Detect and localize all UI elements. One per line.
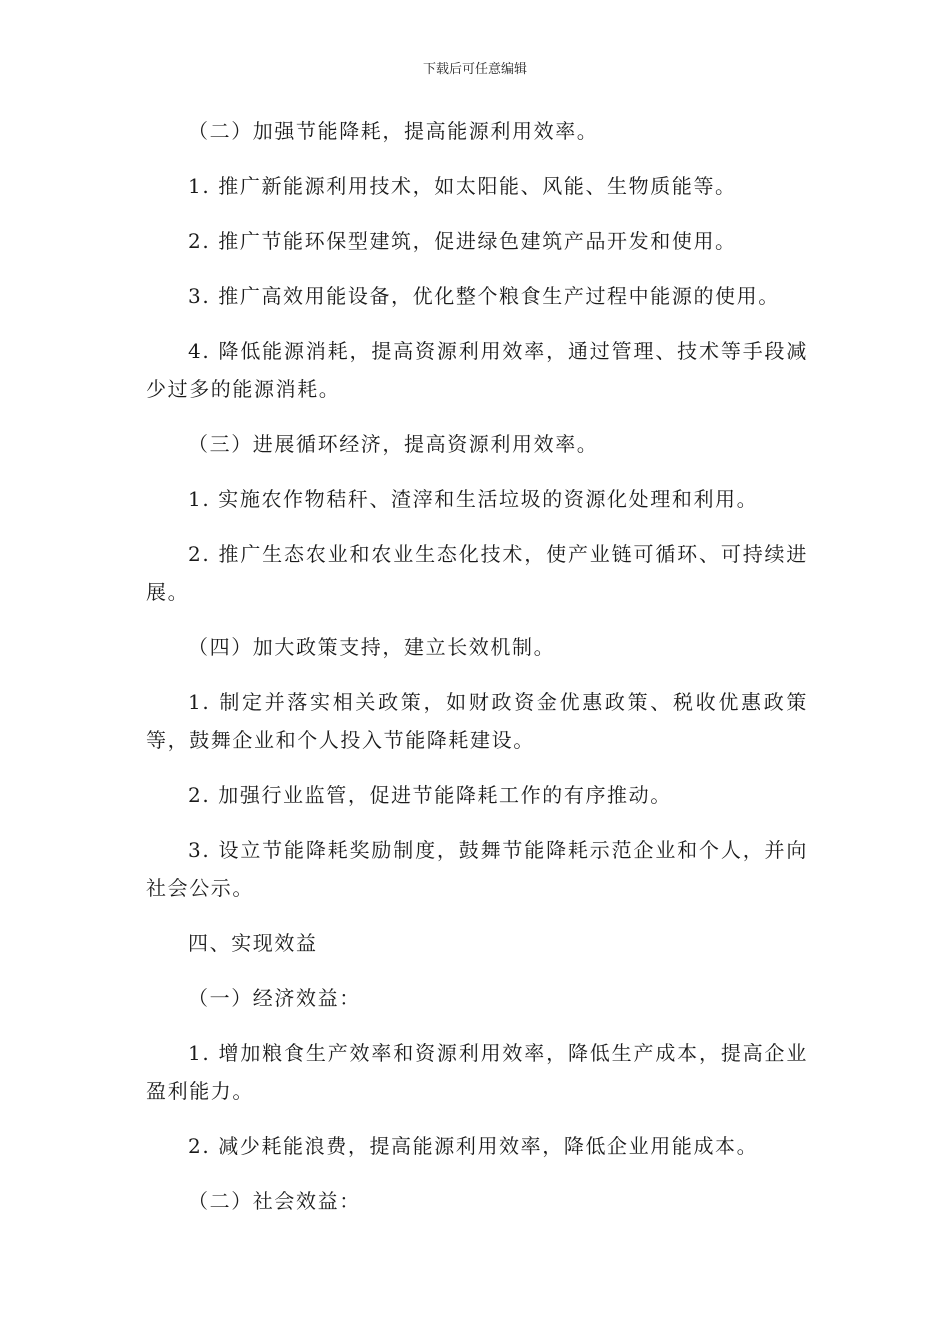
chapter-heading: 四、实现效益: [188, 931, 318, 955]
section-heading: （一）经济效益：: [188, 986, 361, 1010]
list-item: 1. 增加粮食生产效率和资源利用效率，降低生产成本，提高企业盈利能力。: [146, 1041, 808, 1103]
list-item: 2. 加强行业监管，促进节能降耗工作的有序推动。: [188, 783, 672, 807]
list-item: 3. 设立节能降耗奖励制度，鼓舞节能降耗示范企业和个人，并向社会公示。: [146, 838, 808, 900]
list-item: 2. 推广节能环保型建筑，促进绿色建筑产品开发和使用。: [188, 229, 737, 253]
section-heading: （四）加大政策支持，建立长效机制。: [188, 635, 556, 659]
list-item: 4. 降低能源消耗，提高资源利用效率，通过管理、技术等手段减少过多的能源消耗。: [146, 339, 808, 401]
document-body: [146, 112, 808, 1237]
header-note: 下载后可任意编辑: [422, 62, 527, 77]
list-item: 2. 推广生态农业和农业生态化技术，使产业链可循环、可持续进展。: [146, 542, 808, 604]
list-item: 1. 推广新能源利用技术，如太阳能、风能、生物质能等。: [188, 174, 737, 198]
list-item: 3. 推广高效用能设备，优化整个粮食生产过程中能源的使用。: [188, 284, 780, 308]
section-heading: （三）进展循环经济，提高资源利用效率。: [188, 432, 599, 456]
section-heading: （二）加强节能降耗，提高能源利用效率。: [188, 119, 599, 143]
list-item: 2. 减少耗能浪费，提高能源利用效率，降低企业用能成本。: [188, 1134, 759, 1158]
list-item: 1. 制定并落实相关政策，如财政资金优惠政策、税收优惠政策等，鼓舞企业和个人投入节能降耗建设。: [146, 690, 808, 752]
section-heading: （二）社会效益：: [188, 1189, 361, 1213]
list-item: 1. 实施农作物秸秆、渣滓和生活垃圾的资源化处理和利用。: [188, 487, 759, 511]
